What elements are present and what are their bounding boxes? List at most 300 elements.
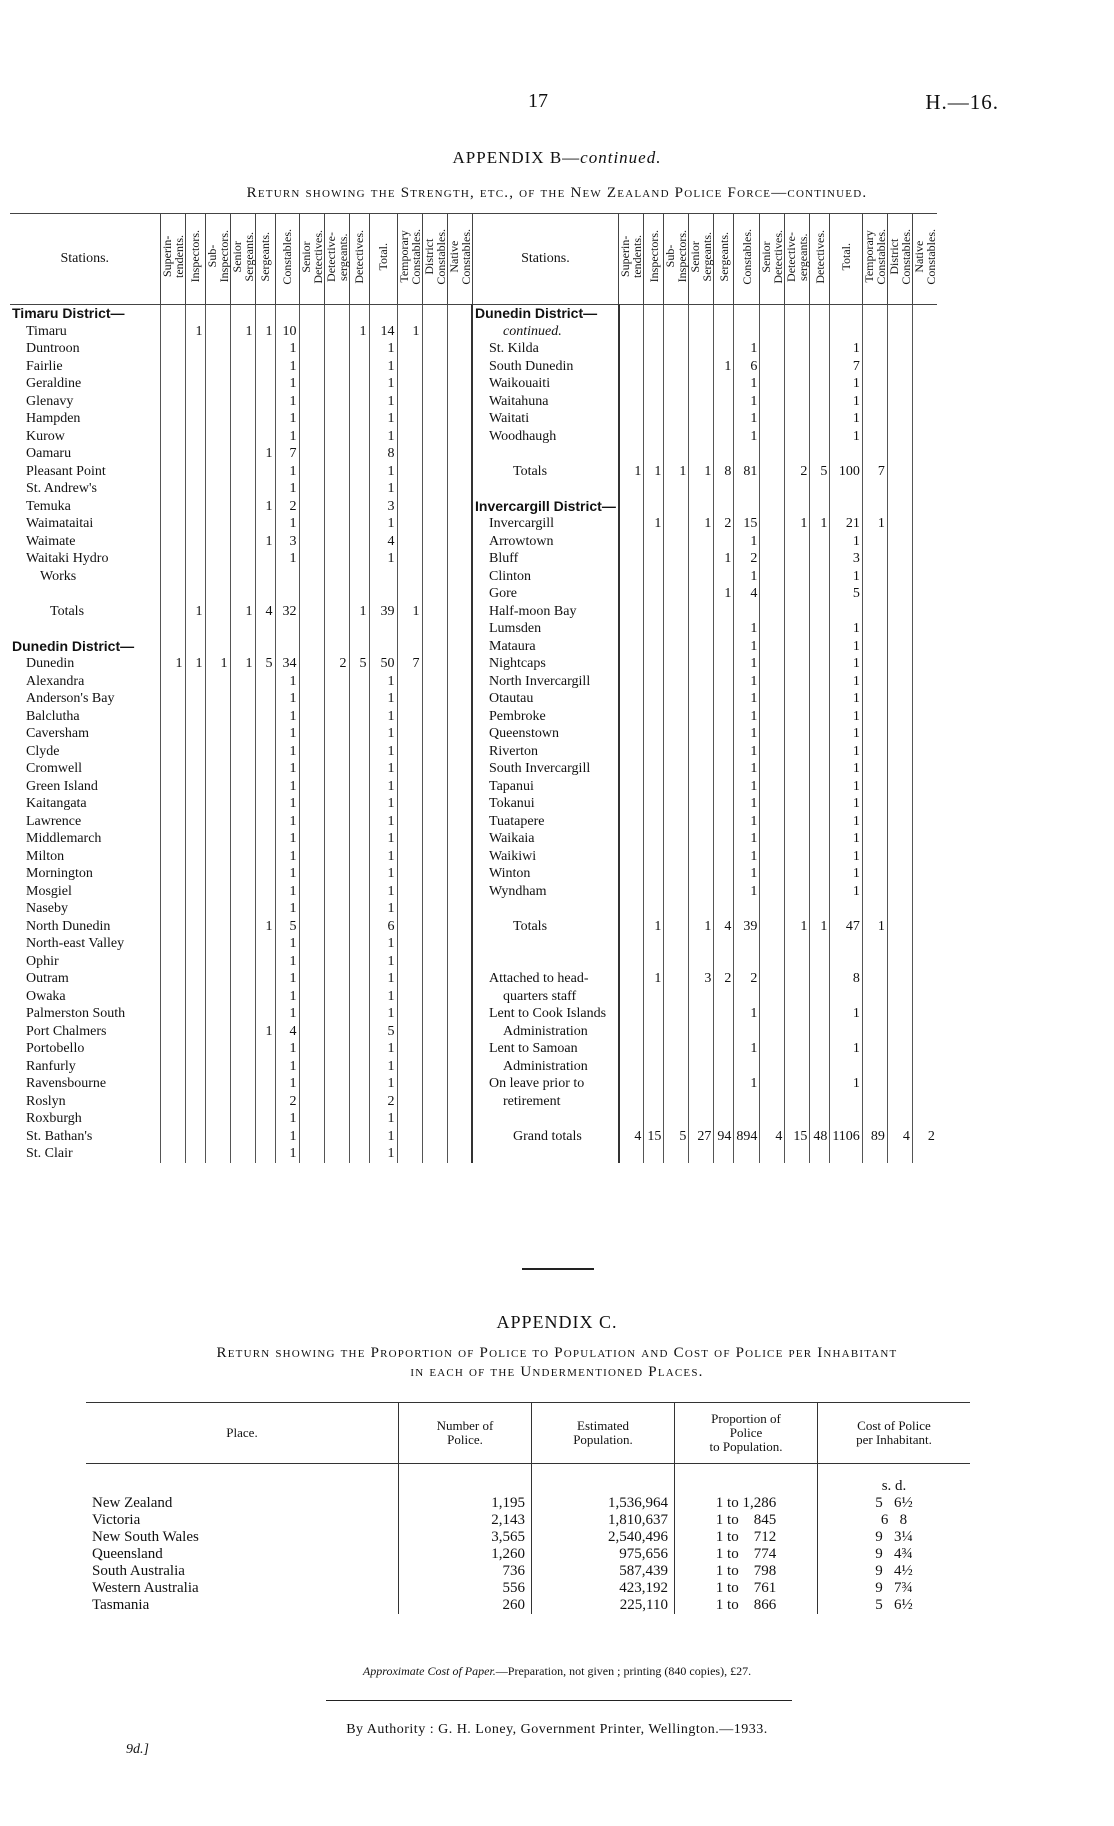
cell-value <box>349 988 369 1006</box>
station-name: Bluff <box>472 550 619 568</box>
table-row <box>10 445 937 463</box>
cell-value <box>299 1058 324 1076</box>
cell-value <box>397 463 422 481</box>
cell-value <box>299 603 324 621</box>
cell-value <box>810 778 830 796</box>
cell-value <box>862 830 887 848</box>
cell-value <box>397 550 422 568</box>
cell-value <box>887 603 912 621</box>
station-name: Mornington <box>26 866 93 881</box>
table-row <box>86 1563 970 1580</box>
station-name: Waikaia <box>472 830 619 848</box>
cell-value <box>422 358 447 376</box>
cell-value: 1 <box>369 778 397 796</box>
cell-value <box>185 830 205 848</box>
cell-value <box>299 1145 324 1163</box>
table-row <box>10 1128 937 1146</box>
cell-value <box>760 480 785 498</box>
cell-value <box>760 445 785 463</box>
table-row <box>10 830 937 848</box>
cell-value <box>324 970 349 988</box>
cell-value <box>447 1128 472 1146</box>
cell-value: 1 <box>734 673 760 691</box>
cell-value <box>230 1023 255 1041</box>
cell-value <box>714 813 734 831</box>
cell-value <box>862 935 887 953</box>
cell-value: 1 <box>369 340 397 358</box>
cell-value <box>205 620 230 638</box>
cell-value <box>644 358 664 376</box>
cell-value: 7 <box>275 445 299 463</box>
cell-value <box>887 1145 912 1163</box>
cell-value <box>299 830 324 848</box>
cell-value <box>689 375 714 393</box>
cell-value <box>349 813 369 831</box>
cell-value <box>810 883 830 901</box>
cell-value <box>447 463 472 481</box>
cell-value <box>714 340 734 358</box>
cell-value <box>862 813 887 831</box>
table-row <box>10 1110 937 1128</box>
cell-value <box>160 323 185 341</box>
cell-value <box>185 1040 205 1058</box>
cell-value <box>185 305 205 323</box>
cell-value <box>664 935 689 953</box>
cell-value: 5 <box>664 1128 689 1146</box>
cell-value <box>349 865 369 883</box>
cell-value <box>299 1075 324 1093</box>
cell-value <box>397 498 422 516</box>
cell-value <box>760 1040 785 1058</box>
station-name: Half-moon Bay <box>472 603 619 621</box>
cell-value <box>785 760 810 778</box>
cell-value <box>447 498 472 516</box>
cell-value <box>230 428 255 446</box>
appendix-c-subtitle-line2: in each of the Undermentioned Places. <box>410 1364 704 1380</box>
cell-value <box>830 323 862 341</box>
cell-value: 1 <box>275 673 299 691</box>
cell-value <box>760 428 785 446</box>
cell-value: 15 <box>734 515 760 533</box>
cell-value <box>255 585 275 603</box>
cell-value <box>912 778 937 796</box>
cell-value <box>862 1058 887 1076</box>
cell-value: 225,110 <box>532 1597 675 1614</box>
cell-value <box>160 970 185 988</box>
cell-value <box>785 1075 810 1093</box>
cell-value <box>205 813 230 831</box>
cell-value <box>255 865 275 883</box>
table-row <box>10 953 937 971</box>
cell-value <box>185 673 205 691</box>
cell-value <box>862 743 887 761</box>
cell-value <box>205 375 230 393</box>
table-row <box>10 410 937 428</box>
cell-value <box>760 323 785 341</box>
cell-value <box>689 865 714 883</box>
cell-value <box>447 883 472 901</box>
cell-value <box>185 550 205 568</box>
cell-value <box>862 375 887 393</box>
cell-value <box>422 690 447 708</box>
cell-value <box>397 393 422 411</box>
cell-value <box>447 375 472 393</box>
cell-value <box>205 988 230 1006</box>
cell-value <box>830 988 862 1006</box>
column-header <box>205 214 230 305</box>
cell-value <box>349 340 369 358</box>
cell-value: 1 <box>644 918 664 936</box>
cell-value: 1 <box>734 760 760 778</box>
cell-value: 1 <box>369 358 397 376</box>
cell-value <box>160 988 185 1006</box>
cell-value <box>255 953 275 971</box>
station-name: Cromwell <box>26 761 82 776</box>
cell-value <box>447 988 472 1006</box>
cell-value <box>299 340 324 358</box>
cell-value <box>230 550 255 568</box>
cell-value <box>810 638 830 656</box>
cell-value <box>644 900 664 918</box>
column-header-label: Temporary Constables. <box>396 228 423 285</box>
cell-value <box>664 813 689 831</box>
column-header-label: Senior Detectives. <box>759 229 786 284</box>
station-name: Totals <box>472 918 619 936</box>
cell-value <box>447 953 472 971</box>
cell-value <box>447 358 472 376</box>
cell-value <box>734 988 760 1006</box>
cell-value <box>912 760 937 778</box>
cell-value <box>299 585 324 603</box>
cell-value <box>714 883 734 901</box>
cell-value <box>785 1093 810 1111</box>
cell-value: 1 <box>369 1145 397 1163</box>
cell-value: 1 <box>275 865 299 883</box>
cell-value <box>255 848 275 866</box>
cell-value <box>324 1093 349 1111</box>
cell-value <box>447 323 472 341</box>
cell-value <box>862 988 887 1006</box>
cell-value <box>887 778 912 796</box>
cell-value <box>760 358 785 376</box>
cell-value: 1 <box>369 1058 397 1076</box>
cell-value: 1 <box>185 655 205 673</box>
cell-value <box>887 585 912 603</box>
cell-value <box>664 725 689 743</box>
cell-value <box>619 1075 644 1093</box>
cell-value <box>714 778 734 796</box>
cell-value: 3 <box>830 550 862 568</box>
cell-value <box>275 568 299 586</box>
cell-value <box>810 1023 830 1041</box>
appendix-c-subtitle-line1: Return showing the Proportion of Police to Population and Cost of Police per Inhabitant <box>216 1345 898 1361</box>
station-name: Waikiwi <box>472 848 619 866</box>
cell-value: 4 <box>714 918 734 936</box>
cell-value: 1 <box>205 655 230 673</box>
cell-value <box>785 568 810 586</box>
cell-value <box>887 1075 912 1093</box>
cell-value <box>644 393 664 411</box>
cell-value <box>185 340 205 358</box>
station-name: Glenavy <box>26 393 74 409</box>
cell-value <box>422 918 447 936</box>
cell-value <box>887 1023 912 1041</box>
cell-value <box>887 900 912 918</box>
cell-value <box>664 1005 689 1023</box>
cell-value <box>205 445 230 463</box>
appendix-b-subtitle: Return showing the Strength, etc., of the New Zealand Police Force—continued. <box>246 185 868 201</box>
cell-value: 1 <box>830 620 862 638</box>
cell-value <box>422 900 447 918</box>
cell-value <box>810 760 830 778</box>
column-header <box>230 214 255 305</box>
cell-value: 1 <box>275 428 299 446</box>
station-name: Dunedin District— <box>12 637 135 654</box>
cell-value: 2,540,496 <box>532 1529 675 1546</box>
cell-value <box>324 445 349 463</box>
cell-value <box>862 883 887 901</box>
cell-value <box>255 1040 275 1058</box>
station-name: Mataura <box>472 638 619 656</box>
cell-value: 1,810,637 <box>532 1512 675 1529</box>
cell-value <box>205 673 230 691</box>
cell-value <box>785 795 810 813</box>
cell-value: 1 <box>734 393 760 411</box>
cell-value <box>397 1110 422 1128</box>
cell-value <box>887 953 912 971</box>
cell-value <box>255 743 275 761</box>
table-row <box>10 463 937 481</box>
cell-value: 1 <box>619 463 644 481</box>
cell-value <box>785 428 810 446</box>
place-name: New South Wales <box>92 1529 199 1545</box>
cell-value <box>299 778 324 796</box>
table-row <box>10 970 937 988</box>
cell-value <box>185 1005 205 1023</box>
cell-value <box>397 1128 422 1146</box>
cell-value <box>810 1093 830 1111</box>
cell-value: 1 <box>369 970 397 988</box>
station-name: Kaitangata <box>26 796 87 811</box>
cell-value <box>912 305 937 323</box>
cell-value <box>689 498 714 516</box>
cell-value <box>619 393 644 411</box>
cell-value <box>785 323 810 341</box>
cell-value <box>230 568 255 586</box>
station-name: Waimate <box>26 533 76 549</box>
cell-value <box>644 620 664 638</box>
cell-value <box>349 935 369 953</box>
cell-value: 2 <box>275 1093 299 1111</box>
cell-value: 1 <box>275 725 299 743</box>
cell-value: 2,143 <box>399 1512 532 1529</box>
cell-value <box>810 1075 830 1093</box>
cell-value <box>619 865 644 883</box>
cell-value <box>810 323 830 341</box>
cell-value <box>912 358 937 376</box>
cell-value <box>664 708 689 726</box>
cell-value <box>912 340 937 358</box>
column-header-label: Temporary Constables. <box>861 228 888 285</box>
cell-value: 260 <box>399 1597 532 1614</box>
cell-value: 1 <box>830 655 862 673</box>
cell-value <box>422 708 447 726</box>
cell-value <box>230 620 255 638</box>
table-row <box>10 340 937 358</box>
cell-value <box>887 690 912 708</box>
station-name: Invercargill District— <box>472 498 619 516</box>
cell-value <box>185 988 205 1006</box>
cell-value: 1 <box>185 323 205 341</box>
cell-value: 14 <box>369 323 397 341</box>
cell-value <box>422 498 447 516</box>
cell-value: 1 <box>862 918 887 936</box>
cell-value <box>397 918 422 936</box>
cell-value <box>689 883 714 901</box>
place-name: Victoria <box>92 1512 141 1528</box>
cell-value: 1 <box>734 813 760 831</box>
cell-value: 1 <box>369 865 397 883</box>
cell-value: 48 <box>810 1128 830 1146</box>
cell-value <box>369 568 397 586</box>
cell-value <box>664 988 689 1006</box>
cell-value <box>714 445 734 463</box>
cell-value <box>862 708 887 726</box>
cell-value <box>299 1128 324 1146</box>
place-name: New Zealand <box>92 1495 173 1511</box>
cell-value <box>160 1005 185 1023</box>
cell-value <box>664 953 689 971</box>
cell-value <box>862 480 887 498</box>
station-name: Temuka <box>26 498 71 514</box>
station-name: Owaka <box>26 988 66 1004</box>
cell-value <box>230 673 255 691</box>
cell-value: 1,195 <box>399 1495 532 1512</box>
column-header-label: Sub- Inspectors. <box>204 230 231 283</box>
cell-value <box>205 725 230 743</box>
cell-value <box>912 463 937 481</box>
cell-value <box>299 445 324 463</box>
cell-value: 1 <box>734 1040 760 1058</box>
cell-value <box>810 988 830 1006</box>
cell-value <box>299 1040 324 1058</box>
station-name: St. Andrew's <box>26 481 97 496</box>
cell-value: 6 8 <box>818 1512 971 1529</box>
cell-value <box>689 1040 714 1058</box>
stations-header: Stations. <box>472 214 619 305</box>
cell-value <box>447 305 472 323</box>
cell-value: 1 <box>830 410 862 428</box>
cell-value <box>644 953 664 971</box>
cell-value <box>619 883 644 901</box>
cell-value: 1 to 712 <box>675 1529 818 1546</box>
cell-value: 1 <box>369 1128 397 1146</box>
cell-value <box>185 1075 205 1093</box>
cell-value <box>447 970 472 988</box>
cell-value: 1 <box>734 568 760 586</box>
table-row <box>10 865 937 883</box>
cell-value <box>397 480 422 498</box>
cell-value <box>299 953 324 971</box>
cell-value: 1 <box>369 1040 397 1058</box>
cell-value <box>830 480 862 498</box>
cell-value: 1 <box>830 568 862 586</box>
station-name: Invercargill <box>472 515 619 533</box>
cell-value <box>912 498 937 516</box>
cell-value <box>205 1005 230 1023</box>
cell-value <box>324 883 349 901</box>
cell-value <box>689 953 714 971</box>
cell-value: 1 <box>830 778 862 796</box>
cell-value <box>230 690 255 708</box>
cell-value <box>230 1040 255 1058</box>
cell-value: 1 <box>810 918 830 936</box>
cell-value <box>324 498 349 516</box>
cell-value <box>862 1040 887 1058</box>
cell-value <box>810 428 830 446</box>
cell-value: 1 <box>830 813 862 831</box>
cell-value: 1 <box>830 690 862 708</box>
cell-value <box>447 1058 472 1076</box>
table-row <box>10 760 937 778</box>
cell-value: 1 <box>349 603 369 621</box>
cell-value <box>205 778 230 796</box>
cell-value: 1 <box>230 323 255 341</box>
cell-value <box>205 1040 230 1058</box>
station-name: Riverton <box>472 743 619 761</box>
cell-value <box>644 323 664 341</box>
cell-value <box>349 1040 369 1058</box>
cell-value <box>422 463 447 481</box>
spacer-cell <box>532 1464 675 1496</box>
cell-value <box>299 673 324 691</box>
cell-value <box>422 585 447 603</box>
cell-value <box>810 375 830 393</box>
cell-value <box>644 655 664 673</box>
cell-value <box>349 1145 369 1163</box>
cell-value: 4 <box>760 1128 785 1146</box>
cell-value: 1 <box>185 603 205 621</box>
cell-value <box>349 883 369 901</box>
cell-value <box>185 1145 205 1163</box>
cell-value <box>912 1023 937 1041</box>
station-name <box>472 1110 619 1128</box>
cell-value <box>397 673 422 691</box>
cell-value <box>760 813 785 831</box>
cell-value <box>324 725 349 743</box>
cell-value <box>397 743 422 761</box>
cell-value: 1 <box>734 865 760 883</box>
cell-value <box>230 708 255 726</box>
cell-value <box>887 1058 912 1076</box>
cell-value <box>422 515 447 533</box>
cell-value <box>299 323 324 341</box>
cell-value <box>912 900 937 918</box>
cell-value <box>299 813 324 831</box>
cell-value <box>230 515 255 533</box>
cell-value <box>785 708 810 726</box>
cell-value <box>664 830 689 848</box>
cell-value <box>447 1093 472 1111</box>
cell-value <box>299 708 324 726</box>
cell-value <box>714 848 734 866</box>
cell-value <box>275 585 299 603</box>
cell-value <box>862 498 887 516</box>
cell-value <box>185 1058 205 1076</box>
cell-value <box>349 900 369 918</box>
cell-value: 3,565 <box>399 1529 532 1546</box>
cell-value <box>349 410 369 428</box>
